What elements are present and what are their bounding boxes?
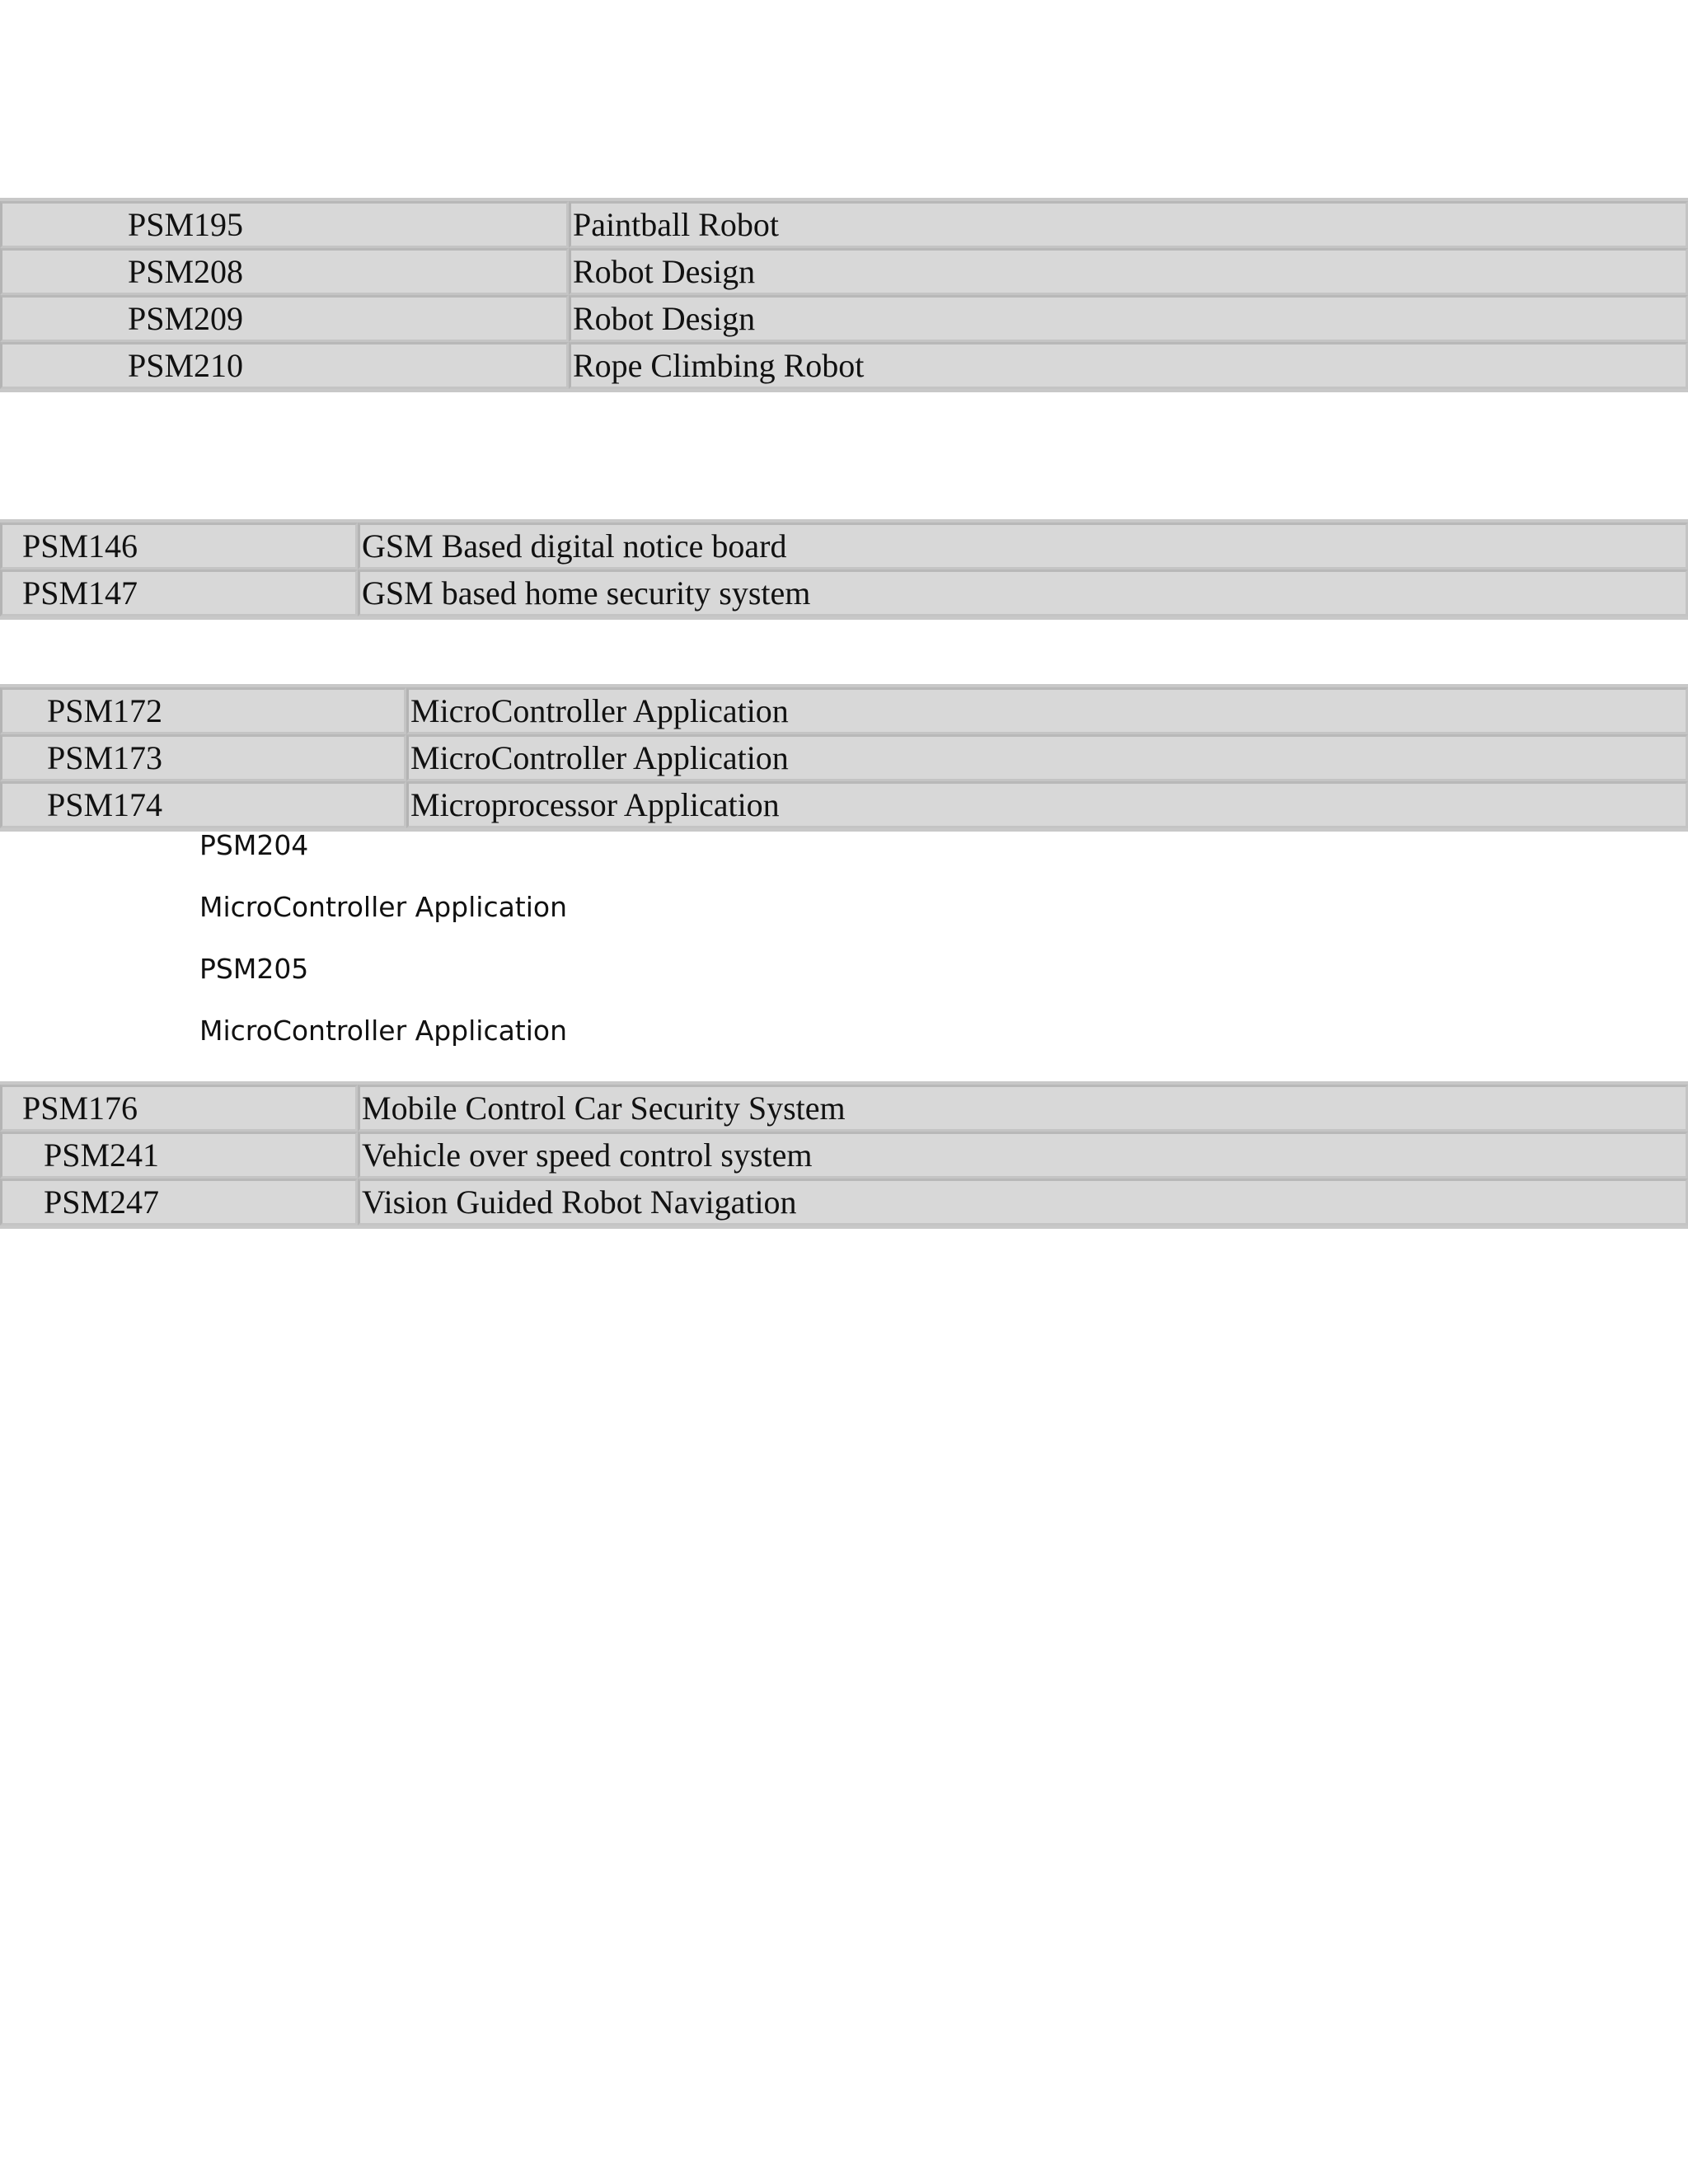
project-title-cell: GSM based home security system [358,569,1688,616]
project-code-cell: PSM174 [0,781,406,828]
project-title-cell: GSM Based digital notice board [358,523,1688,569]
table-row [0,569,1688,616]
project-title-cell: Robot Design [569,248,1688,295]
project-code-cell: PSM172 [0,687,406,734]
project-code-cell: PSM247 [0,1179,358,1226]
table-row [0,1132,1688,1179]
project-code-cell: PSM173 [0,734,406,781]
table-row [0,687,1688,734]
project-table-vehicles [0,1081,1688,1229]
project-table-microcontroller [0,684,1688,832]
loose-entry-code: PSM204 [199,829,309,861]
table-row [0,342,1688,389]
project-title-cell: Mobile Control Car Security System [358,1085,1688,1132]
table-row [0,201,1688,248]
project-table-robots [0,198,1688,392]
project-code-cell: PSM195 [0,201,569,248]
project-code-cell: PSM147 [0,569,358,616]
table-row [0,295,1688,342]
project-title-cell: MicroController Application [406,734,1688,781]
loose-entry-title: MicroController Application [199,1015,568,1047]
project-title-cell: Paintball Robot [569,201,1688,248]
project-code-cell: PSM208 [0,248,569,295]
loose-entry-code: PSM205 [199,953,309,985]
table-row [0,1179,1688,1226]
loose-entries [0,827,1688,1075]
project-code-cell: PSM176 [0,1085,358,1132]
table-row [0,781,1688,828]
project-code-cell: PSM146 [0,523,358,569]
project-title-cell: Rope Climbing Robot [569,342,1688,389]
project-title-cell: Vehicle over speed control system [358,1132,1688,1179]
project-title-cell: Robot Design [569,295,1688,342]
table-row [0,734,1688,781]
project-title-cell: MicroController Application [406,687,1688,734]
project-code-cell: PSM241 [0,1132,358,1179]
project-code-cell: PSM209 [0,295,569,342]
table-row [0,523,1688,569]
table-row [0,248,1688,295]
project-title-cell: Microprocessor Application [406,781,1688,828]
table-row [0,1085,1688,1132]
loose-entry-title: MicroController Application [199,891,568,923]
project-table-gsm [0,519,1688,620]
project-title-cell: Vision Guided Robot Navigation [358,1179,1688,1226]
project-code-cell: PSM210 [0,342,569,389]
